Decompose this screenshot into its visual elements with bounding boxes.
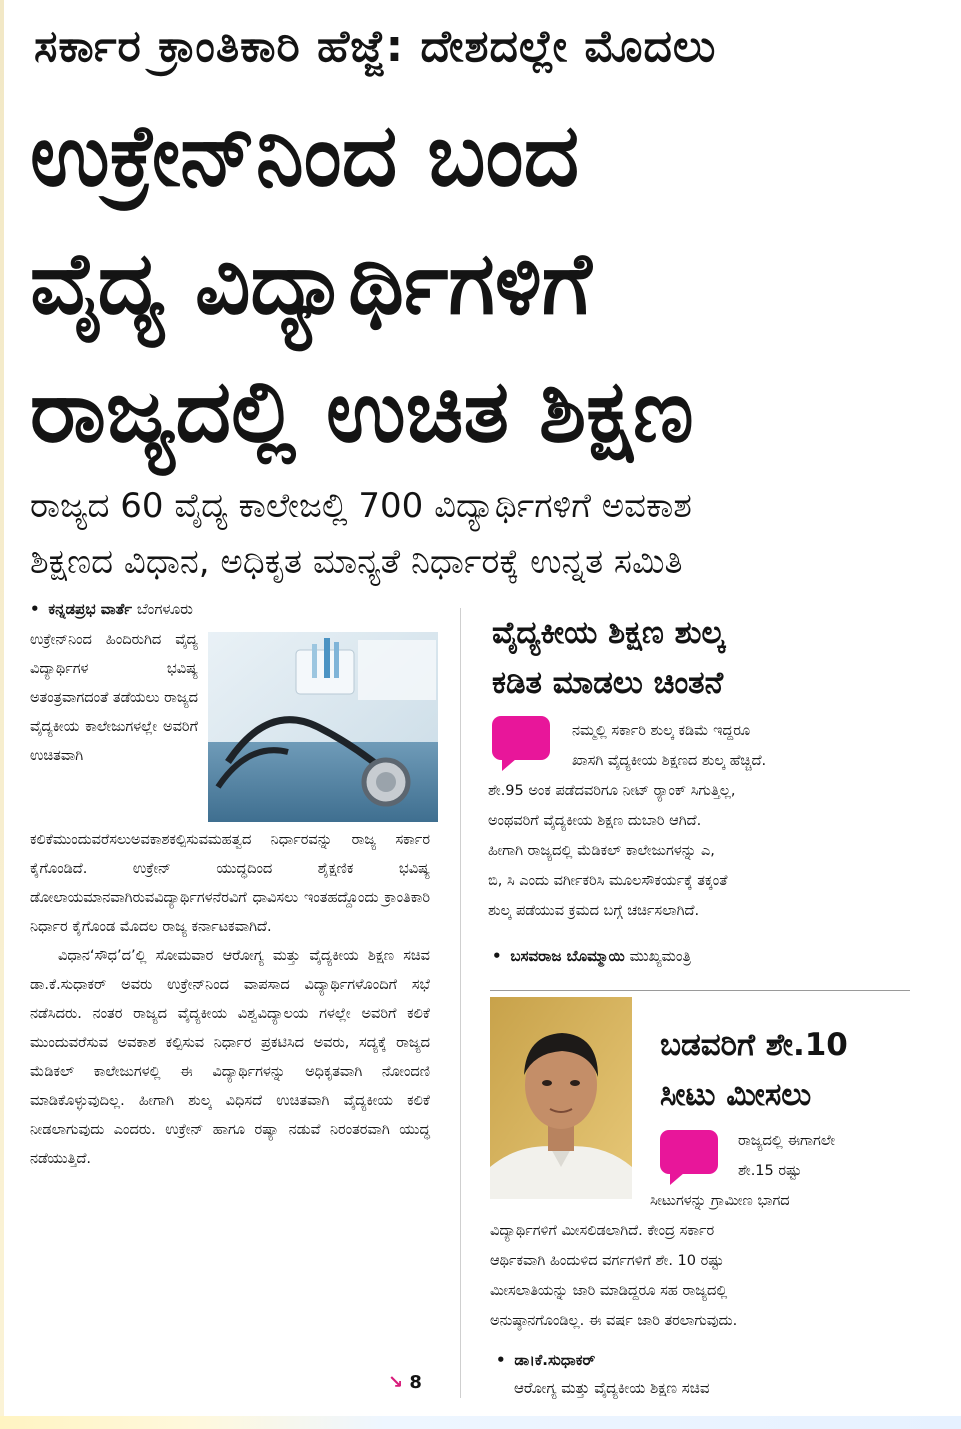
subhead-line-1: ರಾಜ್ಯದ 60 ವೈದ್ಯ ಕಾಲೇಜಲ್ಲಿ 700 ವಿದ್ಯಾರ್ಥಿಗಳಿಗೆ ಅವಕಾಶ <box>30 486 692 526</box>
quote-line: ಅಂಥವರಿಗೆ ವೈದ್ಯಕೀಯ ಶಿಕ್ಷಣ ದುಬಾರಿ ಆಗಿದೆ. <box>488 813 702 829</box>
jump-arrow-icon: ↘ <box>388 1372 404 1393</box>
quote-line: ಹೀಗಾಗಿ ರಾಜ್ಯದಲ್ಲಿ ಮೆಡಿಕಲ್ ಕಾಲೇಜುಗಳನ್ನು ಎ, <box>488 843 715 859</box>
byline-source: ಕನ್ನಡಪ್ರಭ ವಾರ್ತೆ <box>48 600 133 618</box>
attribution-name: ಡಾ।ಕೆ.ಸುಧಾಕರ್ <box>514 1351 596 1369</box>
main-headline <box>30 92 930 476</box>
box1-title-line-1: ವೈದ್ಯಕೀಯ ಶಿಕ್ಷಣ ಶುಲ್ಕ <box>492 615 725 651</box>
quote-line: ಬಿ, ಸಿ ಎಂದು ವರ್ಗೀಕರಿಸಿ ಮೂಲಸೌಕರ್ಯಕ್ಕೆ ತಕ್ಕಂತೆ <box>488 873 728 889</box>
quote-line: ವಿದ್ಯಾರ್ಥಿಗಳಿಗೆ ಮೀಸಲಿಡಲಾಗಿದೆ. ಕೇಂದ್ರ ಸರ್ಕಾರ <box>490 1223 715 1239</box>
quote-line: ಶುಲ್ಕ ಪಡೆಯುವ ಕ್ರಮದ ಬಗ್ಗೆ ಚರ್ಚಿಸಲಾಗಿದೆ. <box>488 903 700 919</box>
quote-line: ಶೇ.95 ಅಂಕ ಪಡೆದವರಿಗೂ ನೀಟ್ ರ‍್ಯಾಂಕ್ ಸಿಗುತ್ತಿಲ್ಲ, <box>488 783 736 799</box>
box1-attribution <box>492 942 691 970</box>
quote-line: ಅನುಷ್ಠಾನಗೊಂಡಿಲ್ಲ. ಈ ವರ್ಷ ಜಾರಿ ತರಲಾಗುವುದು. <box>490 1313 738 1329</box>
headline-line-1: ಉಕ್ರೇನ್‌ನಿಂದ ಬಂದ <box>30 105 580 206</box>
attribution-title: ಆರೋಗ್ಯ ಮತ್ತು ವೈದ್ಯಕೀಯ ಶಿಕ್ಷಣ ಸಚಿವ <box>514 1379 710 1397</box>
box2-quote <box>490 1126 915 1336</box>
column-divider <box>460 608 461 1398</box>
subhead-line-2: ಶಿಕ್ಷಣದ ವಿಧಾನ, ಅಧಿಕೃತ ಮಾನ್ಯತೆ ನಿರ್ಧಾರಕ್ಕೆ ಉನ್ನತ ಸಮಿತಿ <box>30 542 683 582</box>
continued-page-marker <box>388 1372 422 1393</box>
byline <box>30 596 430 622</box>
box2-title <box>660 1020 940 1120</box>
article-column <box>30 596 430 1174</box>
article-paragraph-2: ವಿಧಾನ‘ಸೌಧ’ದ’ಲ್ಲಿ ಸೋಮವಾರ ಆರೋಗ್ಯ ಮತ್ತು ವೈದ್ಯಕೀಯ ಶಿಕ್ಷಣ ಸಚಿವ ಡಾ.ಕೆ.ಸುಧಾಕರ್ ಅವರು ಉಕ್ರೇನ್‌ನಿಂದ ವಾಪಸಾದ ವಿದ್ಯಾರ್ಥಿಗಳೊಂದಿಗೆ ಸಭೆ ನಡೆಸಿದರು. ನಂತರ ರಾಜ್ಯದ ವೈದ್ಯಕೀಯ ವಿಶ್ವವಿದ್ಯಾಲಯ ಗಳಲ್ಲೇ ಅವರಿಗೆ ಕಲಿಕೆ ಮುಂದುವರೆಸುವ ಅವಕಾಶ ಕಲ್ಪಿಸುವ ನಿರ್ಧಾರ ಪ್ರಕಟಿಸಿದ ಅವರು, ಸದ್ಯಕ್ಕೆ ರಾಜ್ಯದ ಮೆಡಿಕಲ್ ಕಾಲೇಜುಗಳಲ್ಲಿ ಈ ವಿದ್ಯಾರ್ಥಿಗಳನ್ನು ಅಧಿಕೃತವಾಗಿ ನೋಂದಣಿ ಮಾಡಿಕೊಳ್ಳುವುದಿಲ್ಲ. ಹೀಗಾಗಿ ಶುಲ್ಕ ವಿಧಿಸದೆ ಉಚಿತವಾಗಿ ವೈದ್ಯಕೀಯ ಕಲಿಕೆ ನೀಡಲಾಗುವುದು ಎಂದರು. ಉಕ್ರೇನ್ ಹಾಗೂ ರಷ್ಯಾ ನಡುವೆ ನಿರಂತರವಾಗಿ ಯುದ್ಧ ನಡೆಯುತ್ತಿದೆ. <box>30 948 430 1167</box>
article-body <box>30 626 430 1174</box>
quote-line: ರಾಜ್ಯದಲ್ಲಿ ಈಗಾಗಲೇ <box>738 1133 836 1149</box>
box1-title <box>492 608 932 708</box>
jump-page-number: 8 <box>409 1372 422 1393</box>
headline-line-3: ರಾಜ್ಯದಲ್ಲಿ ಉಚಿತ ಶಿಕ್ಷಣ <box>30 361 694 462</box>
bullet-icon: • <box>496 1351 506 1369</box>
quote-line: ಸೀಟುಗಳನ್ನು ಗ್ರಾಮೀಣ ಭಾಗದ <box>650 1193 790 1209</box>
stethoscope-photo <box>208 632 438 822</box>
box1-title-line-2: ಕಡಿತ ಮಾಡಲು ಚಿಂತನೆ <box>492 665 724 701</box>
box2-title-line-2: ಸೀಟು ಮೀಸಲು <box>660 1077 812 1113</box>
box1-quote <box>488 716 913 926</box>
box2-attribution <box>496 1346 595 1374</box>
subheadline <box>30 478 930 590</box>
headline-line-2: ವೈದ್ಯ ವಿದ್ಯಾರ್ಥಿಗಳಿಗೆ <box>30 233 592 334</box>
page-bottom-edge <box>0 1416 961 1429</box>
bullet-icon: • <box>492 947 502 965</box>
article-paragraph-1: ಉಕ್ರೇನ್‌ನಿಂದ ಹಿಂದಿರುಗಿದ ವೈದ್ಯ ವಿದ್ಯಾರ್ಥಿಗಳ ಭವಿಷ್ಯ ಅತಂತ್ರವಾಗದಂತೆ ತಡೆಯಲು ರಾಜ್ಯದ ವೈದ್ಯಕೀಯ ಕಾಲೇಜುಗಳಲ್ಲೇ ಅವರಿಗೆ ಉಚಿತವಾಗಿ ಕಲಿಕೆಮುಂದುವರೆಸಲುಅವಕಾಶಕಲ್ಪಿಸುವಮಹತ್ವದ ನಿರ್ಧಾರವನ್ನು ರಾಜ್ಯ ಸರ್ಕಾರ ಕೈಗೊಂಡಿದೆ. ಉಕ್ರೇನ್ ಯುದ್ಧದಿಂದ ಶೈಕ್ಷಣಿಕ ಭವಿಷ್ಯ ಡೋಲಾಯಮಾನವಾಗಿರುವವಿದ್ಯಾರ್ಥಿಗಳನೆರವಿಗೆ ಧಾವಿಸಲು ಇಂತಹದ್ದೊಂದು ಕ್ರಾಂತಿಕಾರಿ ನಿರ್ಧಾರ ಕೈಗೊಂಡ ಮೊದಲ ರಾಜ್ಯ ಕರ್ನಾಟಕವಾಗಿದೆ. <box>30 626 430 942</box>
box-divider <box>490 990 910 991</box>
page-edge-shadow <box>0 0 4 1429</box>
attribution-title: ಮುಖ್ಯಮಂತ್ರಿ <box>629 947 692 965</box>
quote-line: ಆರ್ಥಿಕವಾಗಿ ಹಿಂದುಳಿದ ವರ್ಗಗಳಿಗೆ ಶೇ. 10 ರಷ್ಟು <box>490 1253 724 1269</box>
attribution-name: ಬಸವರಾಜ ಬೊಮ್ಮಾಯಿ <box>510 947 625 965</box>
box2-title-line-1: ಬಡವರಿಗೆ ಶೇ.10 <box>660 1027 848 1063</box>
headline-kicker: ಸರ್ಕಾರ ಕ್ರಾಂತಿಕಾರಿ ಹೆಜ್ಜೆ: ದೇಶದಲ್ಲೇ ಮೊದಲು <box>34 21 717 72</box>
quote-line: ಶೇ.15 ರಷ್ಟು <box>738 1163 802 1179</box>
bullet-icon: • <box>30 600 40 618</box>
quote-line: ಖಾಸಗಿ ವೈದ್ಯಕೀಯ ಶಿಕ್ಷಣದ ಶುಲ್ಕ ಹೆಚ್ಚಿದೆ. <box>572 753 767 769</box>
quote-line: ಮೀಸಲಾತಿಯನ್ನು ಜಾರಿ ಮಾಡಿದ್ದರೂ ಸಹ ರಾಜ್ಯದಲ್ಲಿ <box>490 1283 728 1299</box>
byline-place: ಬೆಂಗಳೂರು <box>136 600 193 618</box>
quote-line: ನಮ್ಮಲ್ಲಿ ಸರ್ಕಾರಿ ಶುಲ್ಕ ಕಡಿಮೆ ಇದ್ದರೂ <box>572 723 751 739</box>
